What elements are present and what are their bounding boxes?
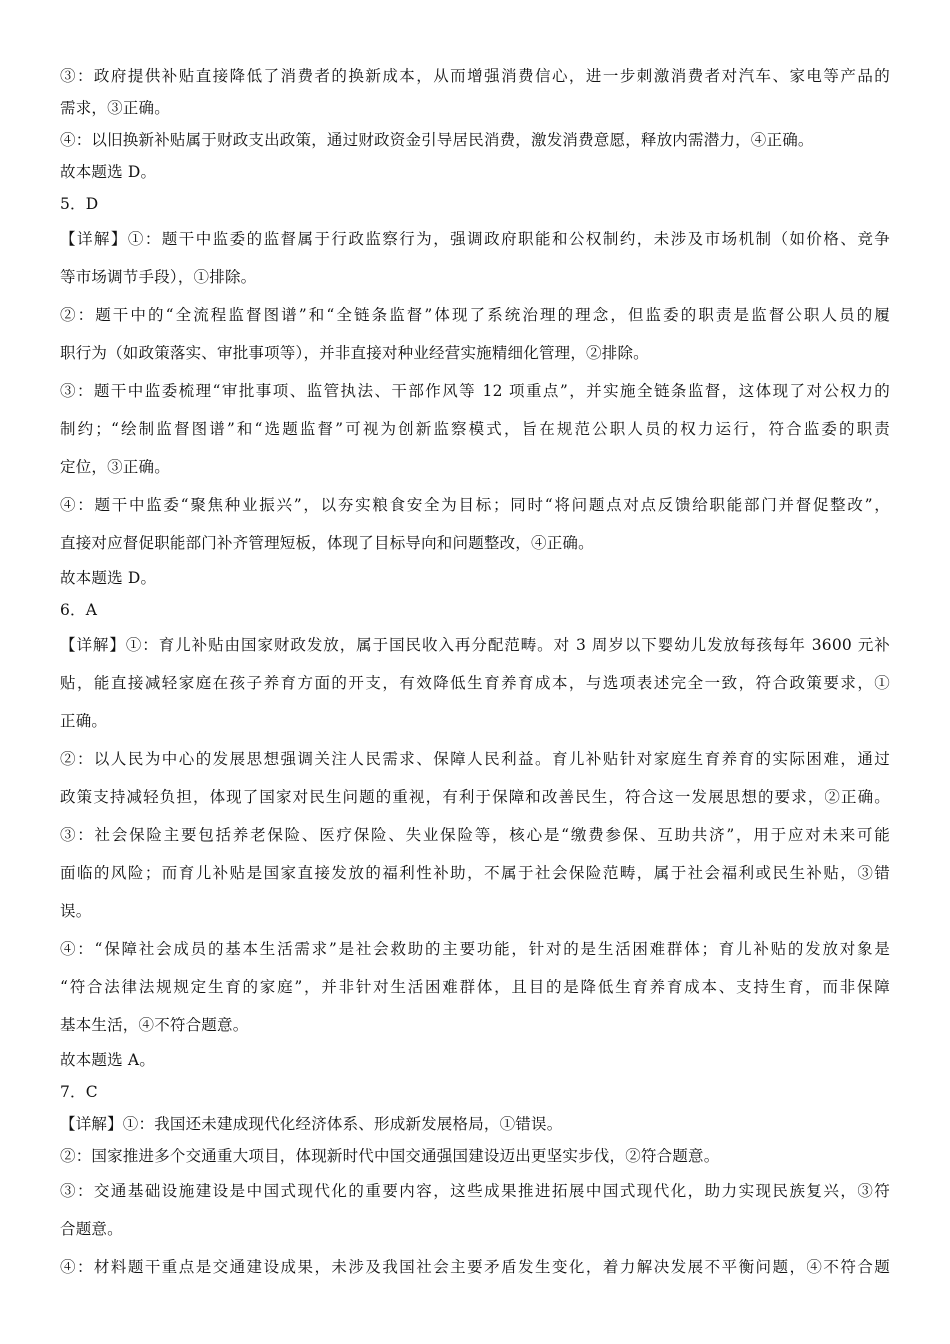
text-line: ④：材料题干重点是交通建设成果，未涉及我国社会主要矛盾发生变化，着力解决发展不平衡问题，④不符合题 [60,1258,890,1276]
text-line: 等市场调节手段），①排除。 [60,268,257,286]
text-line: 故本题选 A。 [60,1051,156,1069]
text-line: ④：以旧换新补贴属于财政支出政策，通过财政资金引导居民消费，激发消费意愿，释放内需潜力，④正确。 [60,131,814,149]
text-line: 合题意。 [60,1220,123,1238]
text-line: 需求，③正确。 [60,99,170,117]
text-line: ③：政府提供补贴直接降低了消费者的换新成本，从而增强消费信心，进一步刺激消费者对汽车、家电等产品的 [60,67,890,85]
answer-heading: 5．D [60,195,99,213]
text-line: 政策支持减轻负担，体现了国家对民生问题的重视，有利于保障和改善民生，符合这一发展思想的要求，②正确。 [60,788,890,806]
answer-heading: 7．C [60,1083,98,1101]
text-line: ③：交通基础设施建设是中国式现代化的重要内容，这些成果推进拓展中国式现代化，助力实现民族复兴，③符 [60,1182,890,1200]
text-line: 【详解】①：育儿补贴由国家财政发放，属于国民收入再分配范畴。对 3 周岁以下婴幼儿发放每孩每年 3600 元补 [60,636,890,654]
text-line: 正确。 [60,712,108,730]
text-line: 误。 [60,902,92,920]
text-line: 【详解】①：我国还未建成现代化经济体系、形成新发展格局，①错误。 [60,1115,563,1133]
text-line: 定位，③正确。 [60,458,170,476]
text-line: ④：题干中监委“聚焦种业振兴”，以夯实粮食安全为目标；同时“将问题点对点反馈给职能部门并督促整改”， [60,496,890,514]
text-line: 故本题选 D。 [60,569,157,587]
text-line: 【详解】①：题干中监委的监督属于行政监察行为，强调政府职能和公权制约，未涉及市场机制（如价格、竞争 [60,230,890,248]
text-line: ②：以人民为中心的发展思想强调关注人民需求、保障人民利益。育儿补贴针对家庭生育养育的实际困难，通过 [60,750,890,768]
text-line: ②：国家推进多个交通重大项目，体现新时代中国交通强国建设迈出更坚实步伐，②符合题意。 [60,1147,720,1165]
text-line: 故本题选 D。 [60,163,157,181]
text-line: 贴，能直接减轻家庭在孩子养育方面的开支，有效降低生育养育成本，与选项表述完全一致，符合政策要求，① [60,674,890,692]
text-line: “符合法律法规规定生育的家庭”，并非针对生活困难群体，且目的是降低生育养育成本、支持生育，而非保障 [60,978,890,996]
document-page [60,60,890,1286]
answer-heading: 6．A [60,601,98,619]
text-line: 制约；“绘制监督图谱”和“选题监督”可视为创新监察模式，旨在规范公职人员的权力运行，符合监委的职责 [60,420,890,438]
text-line: ④：“保障社会成员的基本生活需求”是社会救助的主要功能，针对的是生活困难群体；育儿补贴的发放对象是 [60,940,890,958]
text-line: ③：社会保险主要包括养老保险、医疗保险、失业保险等，核心是“缴费参保、互助共济”，用于应对未来可能 [60,826,890,844]
text-line: 基本生活，④不符合题意。 [60,1016,249,1034]
text-line: 职行为（如政策落实、审批事项等），并非直接对种业经营实施精细化管理，②排除。 [60,344,649,362]
text-line: 面临的风险；而育儿补贴是国家直接发放的福利性补助，不属于社会保险范畴，属于社会福利或民生补贴，③错 [60,864,890,882]
text-line: 直接对应督促职能部门补齐管理短板，体现了目标导向和问题整改，④正确。 [60,534,594,552]
text-line: ③：题干中监委梳理“审批事项、监管执法、干部作风等 12 项重点”，并实施全链条监督，这体现了对公权力的 [60,382,890,400]
text-line: ②：题干中的“全流程监督图谱”和“全链条监督”体现了系统治理的理念，但监委的职责是监督公职人员的履 [60,306,890,324]
